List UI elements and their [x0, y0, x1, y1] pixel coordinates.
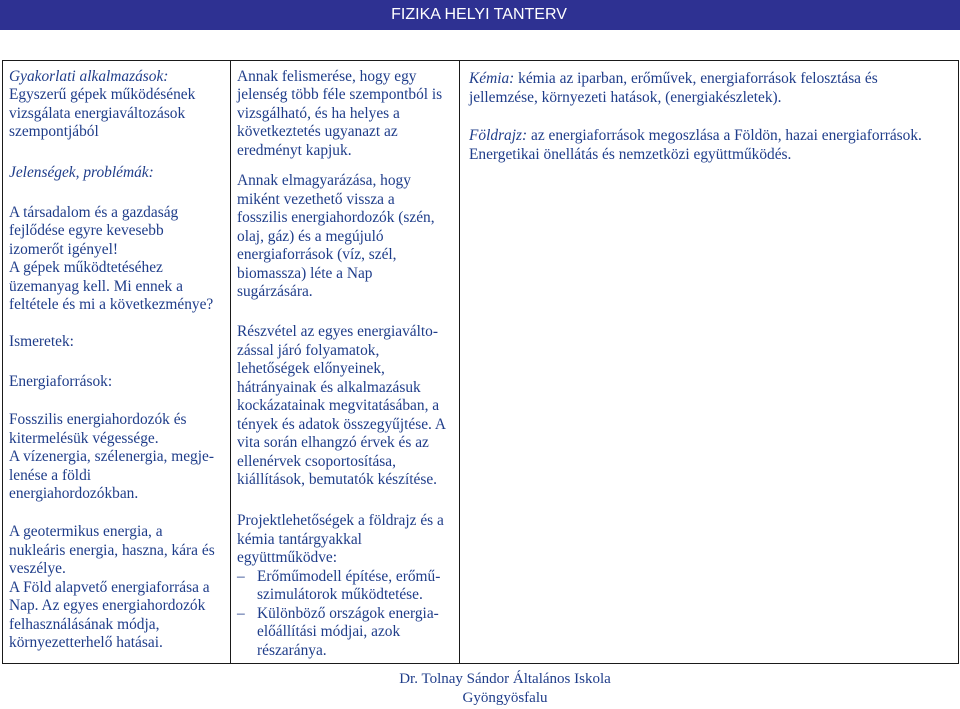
text-line: A társadalom és a gazdaság	[9, 204, 179, 221]
text-line: vizsgálható, és ha helyes a	[237, 105, 400, 122]
text-line: hátrányainak és alkalmazásuk	[237, 379, 421, 396]
text-line: felhasználásának módja,	[9, 616, 160, 633]
text-line: Fosszilis energiahordozók és	[9, 411, 187, 428]
text-line: vizsgálata energiaváltozások	[9, 105, 186, 122]
text-line: vita során elhangzó érvek és az	[237, 434, 429, 451]
bullet-text: részaránya.	[257, 642, 327, 659]
text-line: biomassza) léte a Nap	[237, 265, 373, 282]
text-line: olaj, gáz) és a megújuló	[237, 228, 384, 245]
text-line: eredményt kapjuk.	[237, 142, 352, 159]
text-line: feltétele és mi a következménye?	[9, 296, 214, 313]
phenomena-label: Jelenségek, problémák:	[9, 164, 154, 181]
text-line: az energiaforrások megoszlása a Földön, hazai energiaforrások.	[527, 127, 922, 144]
text-line: kémia tantárgyakkal	[237, 531, 362, 548]
text-line: kiállítások, bemutatók készítése.	[237, 471, 438, 488]
bullet-dash-icon: –	[237, 605, 245, 622]
bullet-text: Erőműmodell építése, erőmű-	[257, 568, 441, 585]
column-activities	[230, 60, 460, 664]
practical-applications-label: Gyakorlati alkalmazások:	[9, 68, 169, 85]
text-line: tények és adatok összegyűjtése. A	[237, 416, 446, 433]
column-topics	[2, 60, 231, 664]
text-line: kockázatainak megvitatásában, a	[237, 397, 440, 414]
text-line: kitermelésük végessége.	[9, 430, 159, 447]
text-line: fejlődése egyre kevesebb	[9, 222, 164, 239]
text-line: nukleáris energia, haszna, kára és	[9, 542, 215, 559]
chemistry-label: Kémia:	[469, 70, 515, 87]
text-line: energiahordozókban.	[9, 485, 139, 502]
text-line: jellemzése, környezeti hatások, (energiakészletek).	[469, 89, 782, 106]
text-line: A Föld alapvető energiaforrása a	[9, 579, 210, 596]
text-line: Annak elmagyarázása, hogy	[237, 172, 411, 189]
text-line: Részvétel az egyes energiaválto-	[237, 323, 438, 340]
footer-location: Gyöngyösfalu	[462, 690, 548, 706]
text-line: jelenség több féle szempontból is	[237, 86, 443, 103]
text-line: veszélye.	[9, 560, 66, 577]
bullet-text: szimulátorok működtetése.	[257, 586, 423, 603]
text-line: kémia az iparban, erőművek, energiaforrások felosztása és	[514, 70, 878, 87]
column-connections	[459, 60, 959, 664]
geography-label: Földrajz:	[469, 127, 528, 144]
bullet-dash-icon: –	[237, 568, 245, 585]
text-line: A geotermikus energia, a	[9, 523, 163, 540]
text-line: szempontjából	[9, 123, 99, 140]
text-line: Egyszerű gépek működésének	[9, 86, 196, 103]
bullet-text: előállítási módjai, azok	[257, 623, 401, 640]
text-line: energiaforrások (víz, szél,	[237, 246, 397, 263]
text-line: Nap. Az egyes energiahordozók	[9, 597, 206, 614]
text-line: A vízenergia, szélenergia, megje-	[9, 448, 214, 465]
page-header	[0, 0, 960, 30]
text-line: A gépek működtetéséhez	[9, 259, 163, 276]
text-line: sugárzására.	[237, 283, 313, 300]
text-line: izomerőt igényel!	[9, 241, 118, 258]
text-line: környezetterhelő hatásai.	[9, 634, 163, 651]
knowledge-label: Ismeretek:	[9, 333, 74, 350]
text-line: együttműködve:	[237, 549, 338, 566]
text-line: fosszilis energiahordozók (szén,	[237, 209, 435, 226]
text-line: Annak felismerése, hogy egy	[237, 68, 417, 85]
header-title: FIZIKA HELYI TANTERV	[391, 6, 567, 23]
text-line: zással járó folyamatok,	[237, 342, 380, 359]
text-line: lehetőségek előnyeinek,	[237, 360, 385, 377]
energy-sources-label: Energiaforrások:	[9, 373, 113, 390]
footer-school-name: Dr. Tolnay Sándor Általános Iskola	[399, 671, 611, 687]
text-line: lenése a földi	[9, 467, 92, 484]
text-line: következtetés ugyanazt az	[237, 123, 398, 140]
text-line: üzemanyag kell. Mi ennek a	[9, 278, 183, 295]
chemistry-connection	[469, 70, 878, 88]
geography-connection	[469, 127, 922, 145]
text-line: Projektlehetőségek a földrajz és a	[237, 512, 444, 529]
bullet-text: Különböző országok energia-	[257, 605, 439, 622]
text-line: Energetikai önellátás és nemzetközi együttműködés.	[469, 146, 792, 163]
text-line: ellenérvek csoportosítása,	[237, 453, 396, 470]
text-line: miként vezethető vissza a	[237, 191, 395, 208]
